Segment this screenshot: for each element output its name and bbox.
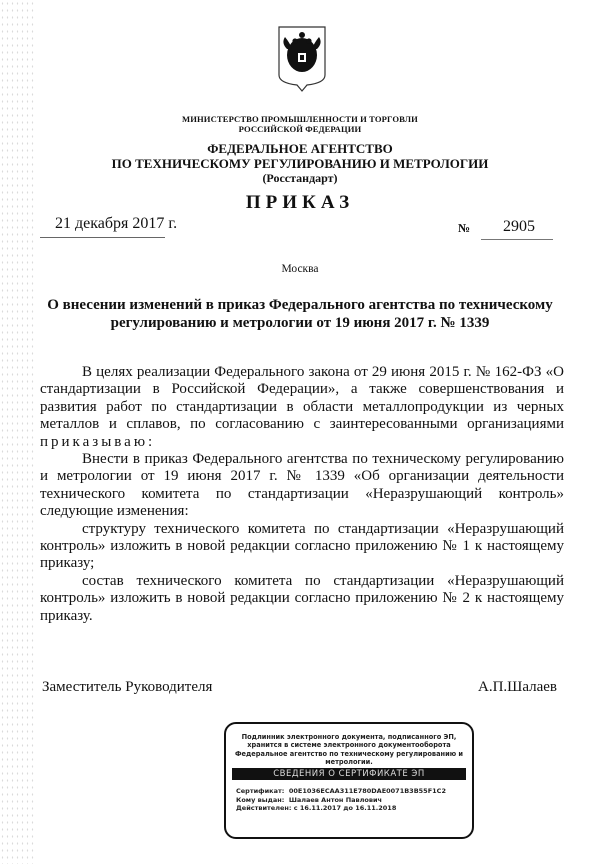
order-date: 21 декабря 2017 г. [55, 215, 178, 232]
number-underline [481, 239, 553, 240]
stamp-certificate-header: СВЕДЕНИЯ О СЕРТИФИКАТЕ ЭП [232, 768, 466, 780]
subject-line-1: О внесении изменений в приказ Федерального агентства по техническому [47, 297, 553, 313]
stamp-notice-line-3: Федеральное агентство по техническому регулированию и [234, 749, 464, 758]
ministry-line-1: МИНИСТЕРСТВО ПРОМЫШЛЕННОСТИ И ТОРГОВЛИ [182, 114, 418, 124]
stamp-certificate-details [236, 787, 472, 813]
subject-line-2: регулированию и метрологии от 19 июня 2017 г. № 1339 [110, 315, 490, 331]
document-type-title: ПРИКАЗ [245, 192, 355, 213]
stamp-notice-line-1: Подлинник электронного документа, подписанного ЭП, [241, 733, 457, 741]
body-paragraph-1 [40, 364, 564, 451]
russian-coat-of-arms-icon [277, 25, 327, 93]
order-body [40, 364, 564, 625]
number-label: № [458, 221, 471, 235]
electronic-signature-stamp [224, 722, 474, 839]
city: Москва [281, 263, 319, 275]
date-underline [40, 237, 165, 238]
agency-line-2: ПО ТЕХНИЧЕСКОМУ РЕГУЛИРОВАНИЮ И МЕТРОЛОГИИ [111, 156, 489, 171]
body-paragraph-2: Внести в приказ Федерального агентства по техническому регулированию и метрологии от 19 июня 2017 г. № 1339 «Об организации деятельности технического комитета по стандартизации «Неразрушающий контроль» следующие изменения: [40, 451, 564, 520]
agency-line-3: (Росстандарт) [262, 171, 338, 185]
ministry-name [0, 114, 600, 134]
certificate-owner: Кому выдан: Шалаев Антон Павлович [236, 795, 382, 804]
stamp-notice [226, 733, 472, 766]
order-number: 2905 [503, 218, 535, 235]
certificate-id: Сертификат: 00E1036ECAA311E780DAE0071B3B55F1C2 [236, 787, 446, 796]
ministry-line-2: РОССИЙСКОЙ ФЕДЕРАЦИИ [238, 124, 362, 134]
body-paragraph-3: структуру технического комитета по стандартизации «Неразрушающий контроль» изложить в новой редакции согласно приложению № 1 к настоящему приказу; [40, 520, 564, 572]
order-subject [40, 296, 560, 332]
order-word: приказываю: [40, 433, 156, 450]
signatory-position: Заместитель Руководителя [42, 679, 213, 695]
agency-line-1: ФЕДЕРАЛЬНОЕ АГЕНТСТВО [207, 141, 393, 156]
certificate-validity: Действителен: с 16.11.2017 до 16.11.2018 [236, 804, 397, 813]
preamble-text: В целях реализации Федерального закона от 29 июня 2015 г. № 162-ФЗ «О стандартизации в Российской Федерации», а также совершенствования и развития работ по стандартизации в области металлопродукции из черных металлов и сплавов, по согласованию с заинтересованными организациями [40, 364, 564, 433]
agency-name [0, 141, 600, 186]
stamp-notice-line-2: хранится в системе электронного документооборота [247, 741, 451, 750]
body-paragraph-4: состав технического комитета по стандартизации «Неразрушающий контроль» изложить в новой редакции согласно приложению № 2 к настоящему приказу. [40, 572, 564, 624]
stamp-notice-line-4: метрологии. [325, 757, 373, 766]
signatory-name: А.П.Шалаев [478, 679, 557, 695]
